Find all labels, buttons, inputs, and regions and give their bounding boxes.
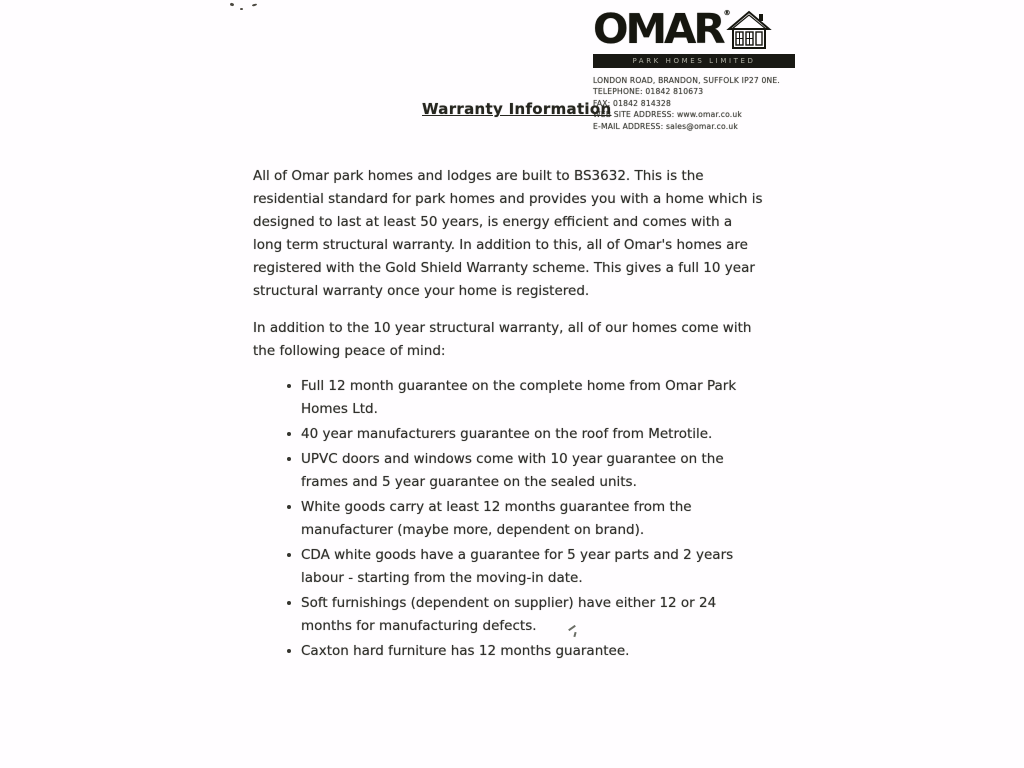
company-address-block [593, 75, 795, 132]
paper-speck [240, 8, 243, 10]
document-body [253, 165, 765, 665]
pen-smudge [566, 625, 580, 639]
logo-wordmark: OMAR® [593, 5, 728, 53]
paper-sheet [222, 0, 800, 768]
list-item: UPVC doors and windows come with 10 year guarantee on the frames and 5 year guarantee on the sealed units. [287, 448, 758, 494]
logo-tagline: PARK HOMES LIMITED [632, 57, 756, 65]
list-item: White goods carry at least 12 months guarantee from the manufacturer (maybe more, dependent on brand). [287, 496, 758, 542]
website-line: WEB SITE ADDRESS: www.omar.co.uk [593, 110, 743, 120]
paper-speck [252, 3, 257, 6]
phone-line: TELEPHONE: 01842 810673 [593, 87, 704, 97]
list-item: 40 year manufacturers guarantee on the roof from Metrotile. [287, 423, 758, 446]
house-icon [723, 9, 772, 51]
list-item: Full 12 month guarantee on the complete home from Omar Park Homes Ltd. [287, 375, 758, 421]
address-line: LONDON ROAD, BRANDON, SUFFOLK IP27 0NE. [593, 76, 781, 85]
email-line: E-MAIL ADDRESS: sales@omar.co.uk [593, 121, 738, 131]
company-logo [593, 5, 795, 53]
document-photo [222, 0, 800, 768]
fax-line: FAX: 01842 814328 [593, 98, 671, 108]
list-item: Caxton hard furniture has 12 months guarantee. [287, 640, 758, 663]
paper-speck [230, 2, 235, 6]
registered-trademark-symbol: ® [723, 9, 728, 17]
list-item: CDA white goods have a guarantee for 5 year parts and 2 years labour - starting from the moving-in date. [287, 544, 758, 590]
logo-tagline-bar [593, 54, 795, 68]
paragraph: In addition to the 10 year structural warranty, all of our homes come with the following peace of mind: [253, 320, 752, 359]
page-title: Warranty Information [422, 100, 612, 118]
paragraph: All of Omar park homes and lodges are built to BS3632. This is the residential standard for park homes and provides you with a home which is designed to last at least 50 years, is energy efficient and comes with a long term structural warranty. In addition to this, all of Omar's homes are registered with the Gold Shield Warranty scheme. This gives a full 10 year structural warranty once your home is registered. [253, 168, 763, 299]
list-item: Soft furnishings (dependent on supplier) have either 12 or 24 months for manufacturing defects. [287, 592, 758, 638]
letterhead [593, 5, 795, 132]
guarantee-list [253, 375, 758, 663]
